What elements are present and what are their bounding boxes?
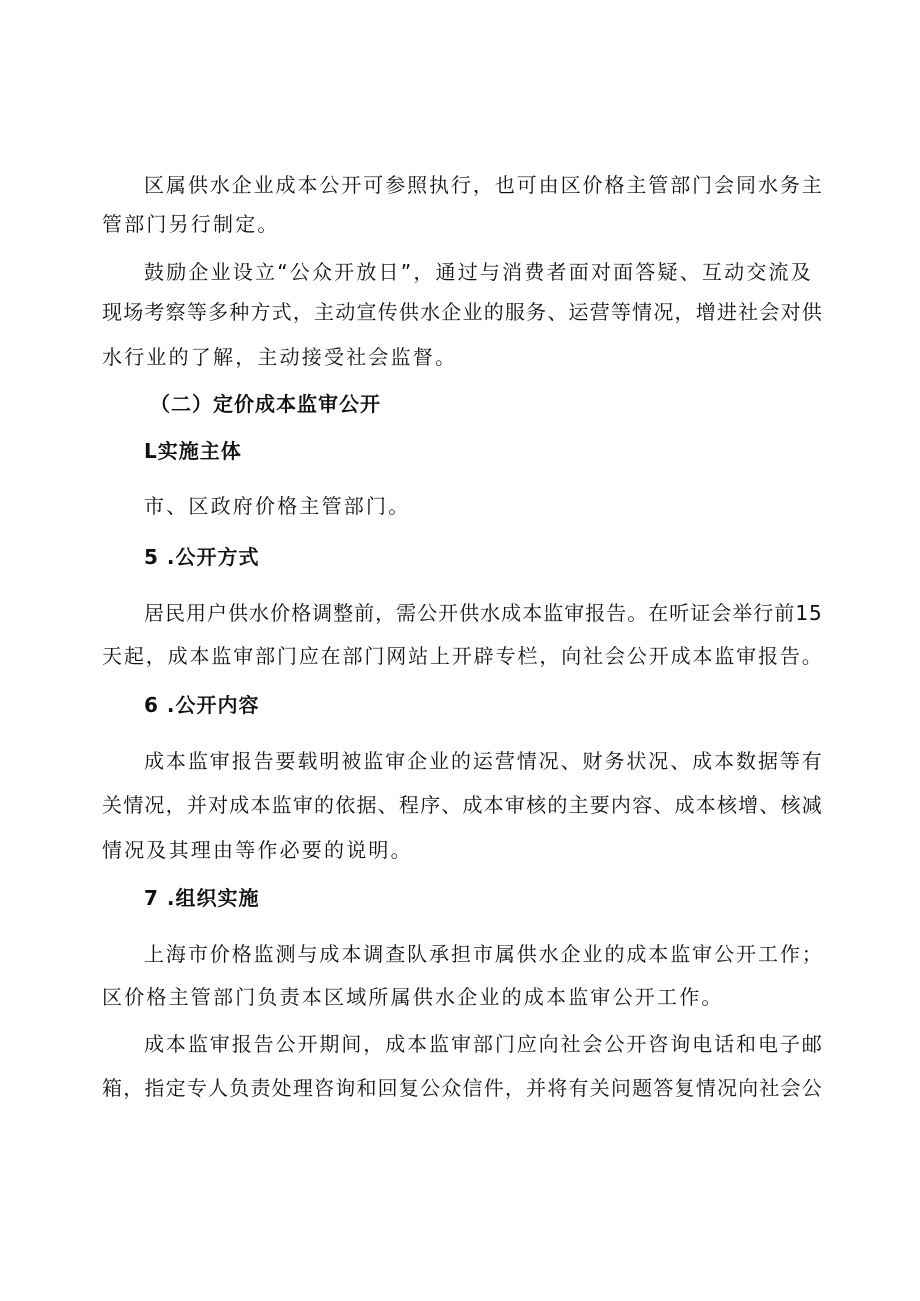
- paragraph-line: 居民用户供水价格调整前，需公开供水成本监审报告。在听证会举行前15: [144, 601, 823, 625]
- paragraph-line: 关情况，并对成本监审的依据、程序、成本审核的主要内容、成本核增、核减: [102, 793, 823, 817]
- paragraph-line: 上海市价格监测与成本调查队承担市属供水企业的成本监审公开工作；: [144, 942, 824, 966]
- paragraph-line: 情况及其理由等作必要的说明。: [102, 838, 413, 862]
- paragraph-line: 水行业的了解，主动接受社会监督。: [102, 345, 458, 369]
- paragraph-line: 成本监审报告公开期间，成本监审部门应向社会公开咨询电话和电子邮: [144, 1032, 824, 1056]
- paragraph-line: 区价格主管部门负责本区域所属供水企业的成本监审公开工作。: [102, 985, 724, 1009]
- paragraph-line: 现场考察等多种方式，主动宣传供水企业的服务、运营等情况，增进社会对供: [102, 300, 823, 324]
- paragraph-line: 箱，指定专人负责处理咨询和回复公众信件，并将有关问题答复情况向社会公: [102, 1076, 823, 1100]
- item-heading: 7 .组织实施: [144, 886, 260, 910]
- paragraph-line: 成本监审报告要载明被监审企业的运营情况、财务状况、成本数据等有: [144, 749, 824, 773]
- item-heading: 6 .公开内容: [144, 693, 260, 717]
- item-heading: 5 .公开方式: [144, 545, 260, 569]
- paragraph-line: 天起，成本监审部门应在部门网站上开辟专栏，向社会公开成本监审报告。: [102, 644, 824, 668]
- item-heading: L实施主体: [144, 439, 242, 463]
- paragraph-line: 鼓励企业设立“公众开放日”，通过与消费者面对面答疑、互动交流及: [144, 260, 813, 284]
- paragraph-line: 市、区政府价格主管部门。: [144, 494, 411, 518]
- section-heading: （二）定价成本监审公开: [150, 392, 381, 416]
- paragraph-line: 区属供水企业成本公开可参照执行，也可由区价格主管部门会同水务主: [144, 173, 824, 197]
- paragraph-line: 管部门另行制定。: [102, 212, 280, 236]
